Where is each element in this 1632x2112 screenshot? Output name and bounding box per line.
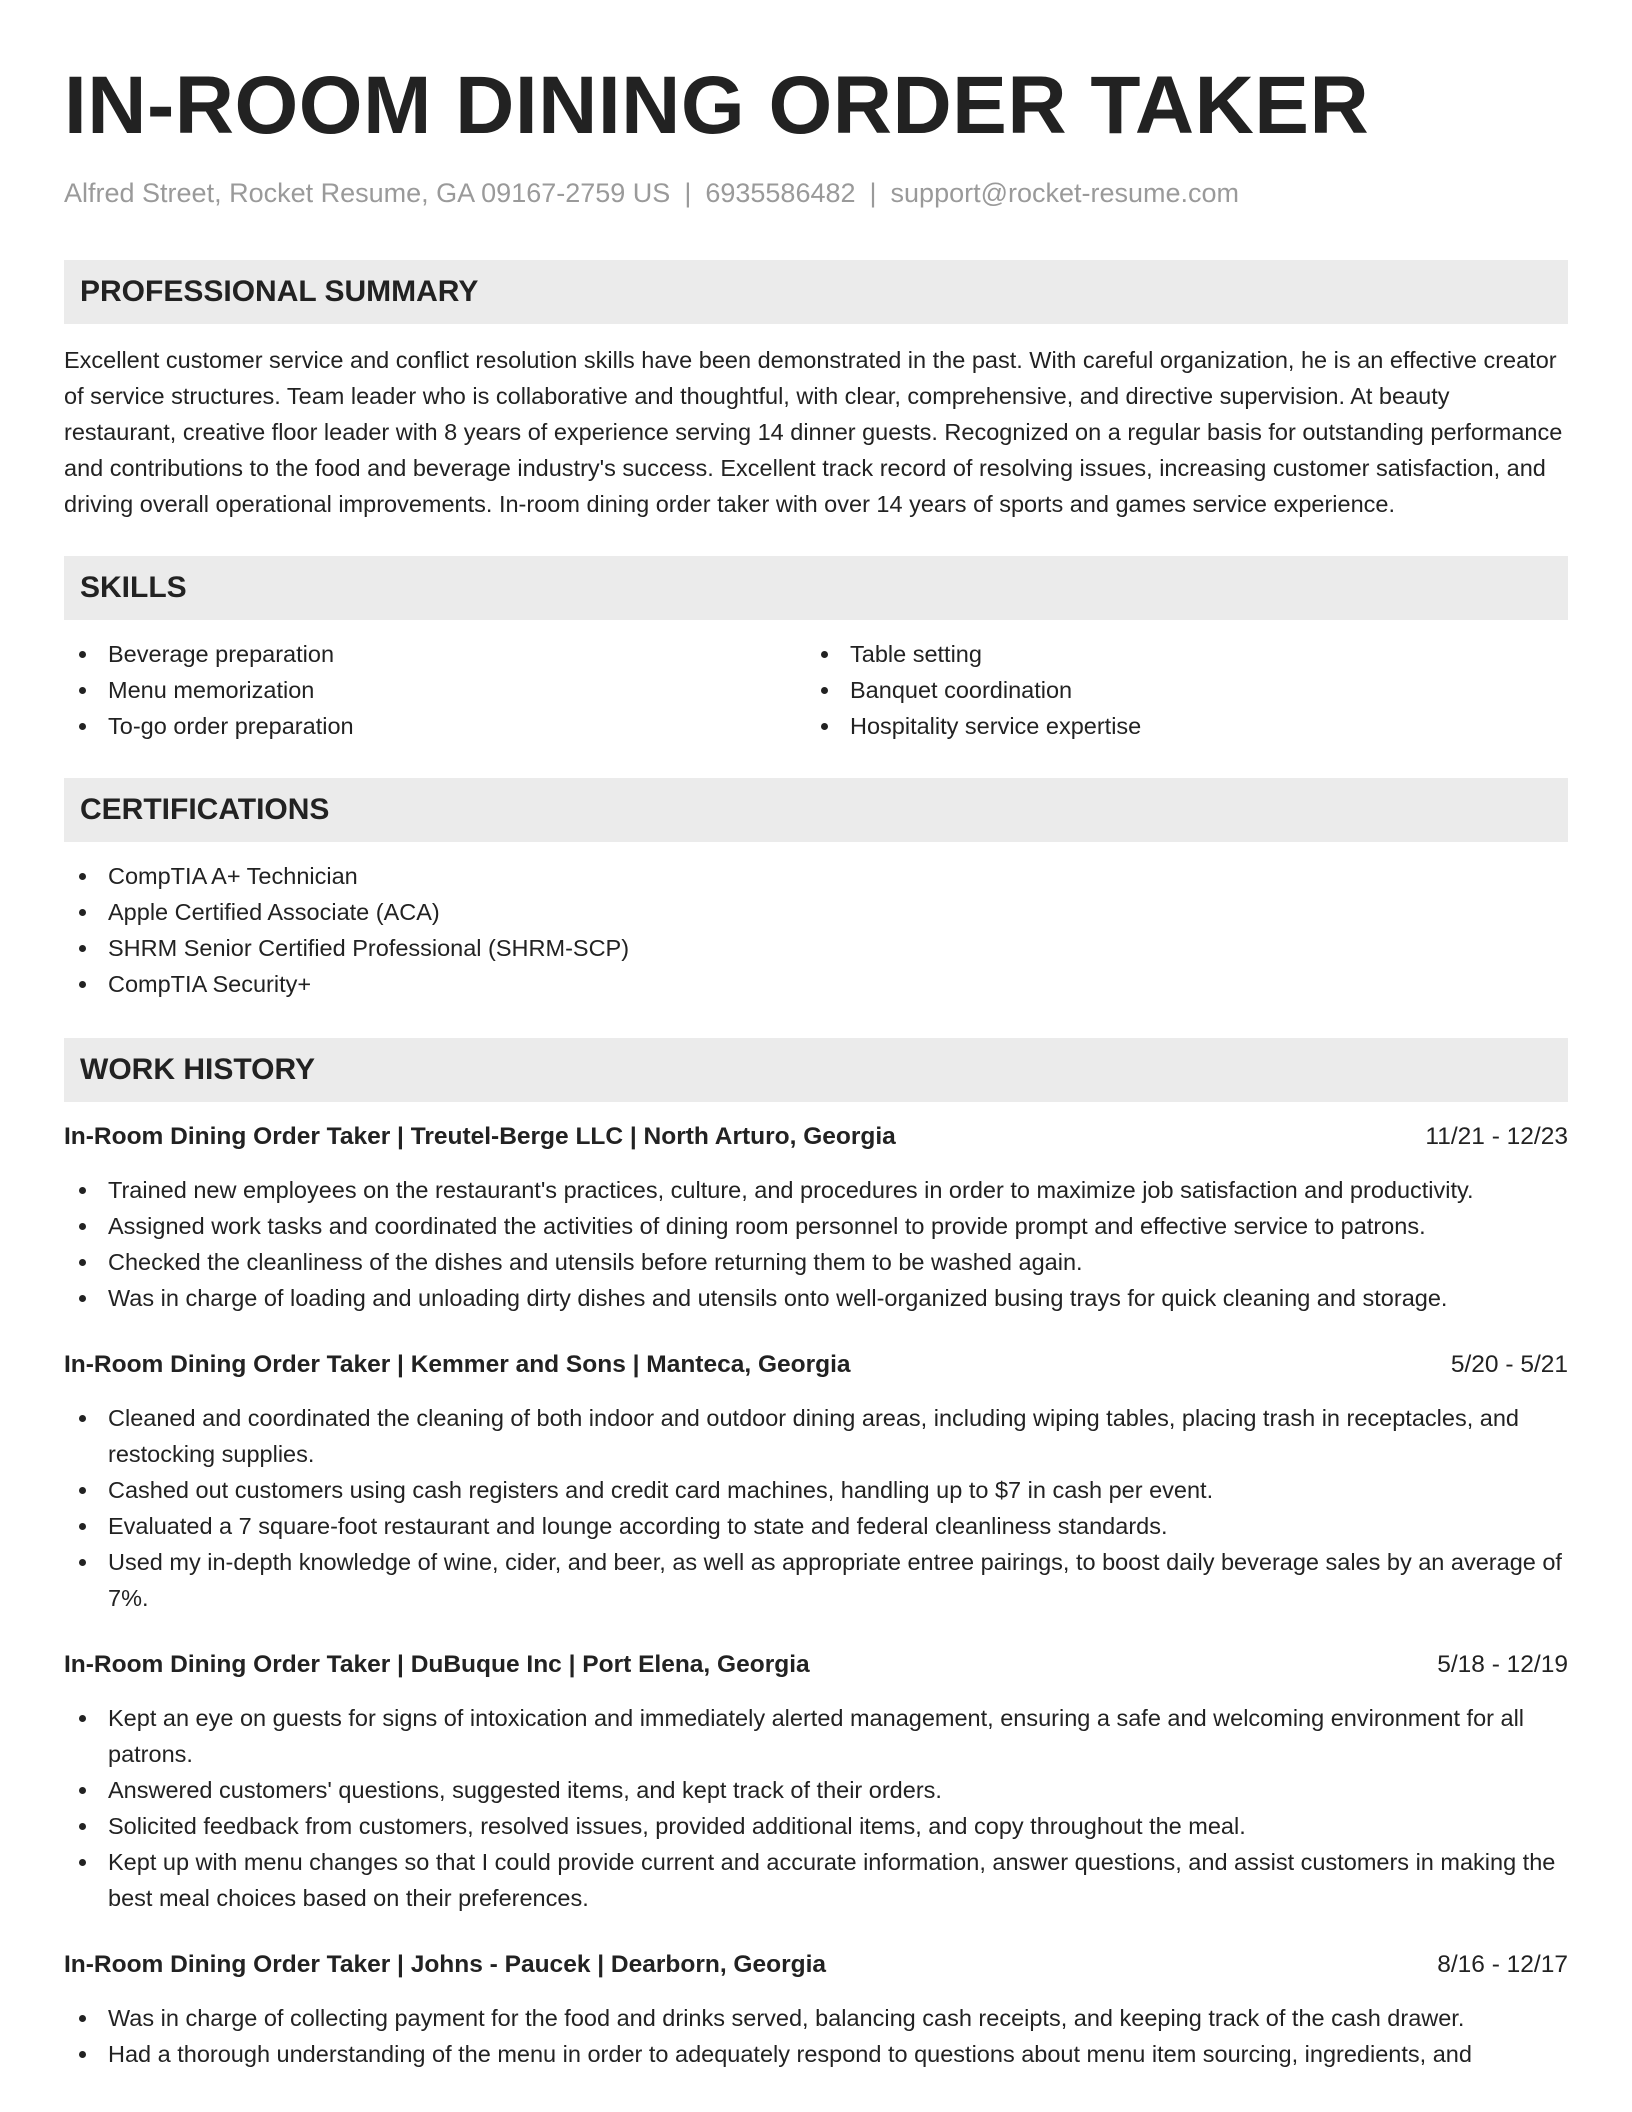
section-heading-summary: PROFESSIONAL SUMMARY xyxy=(64,260,1568,324)
skills-list-left xyxy=(64,636,806,744)
contact-phone: 6935586482 xyxy=(705,178,856,208)
job-dates: 5/18 - 12/19 xyxy=(1437,1651,1568,1678)
skill-item: Menu memorization xyxy=(64,672,806,708)
job-bullet: Was in charge of collecting payment for the food and drinks served, balancing cash receipts, and keeping track of the cash drawer. xyxy=(64,2000,1568,2036)
job-header xyxy=(64,1948,1568,1982)
job-bullet: Was in charge of loading and unloading dirty dishes and utensils onto well-organized busing trays for quick cleaning and storage. xyxy=(64,1280,1568,1316)
job-bullets xyxy=(64,1400,1568,1616)
job-bullet: Cleaned and coordinated the cleaning of both indoor and outdoor dining areas, including wiping tables, placing trash in receptacles, and restocking supplies. xyxy=(64,1400,1568,1472)
job-entry xyxy=(64,1120,1568,1316)
job-bullet: Checked the cleanliness of the dishes and utensils before returning them to be washed again. xyxy=(64,1244,1568,1280)
job-entry xyxy=(64,1348,1568,1616)
job-title: In-Room Dining Order Taker | Treutel-Berge LLC | North Arturo, Georgia xyxy=(64,1123,896,1150)
contact-separator: | xyxy=(684,178,692,208)
job-dates: 8/16 - 12/17 xyxy=(1437,1951,1568,1978)
skill-item: To-go order preparation xyxy=(64,708,806,744)
skills-list-right xyxy=(806,636,1568,744)
job-header xyxy=(64,1348,1568,1382)
section-heading-certifications: CERTIFICATIONS xyxy=(64,778,1568,842)
job-bullets xyxy=(64,2000,1568,2072)
job-bullet: Kept an eye on guests for signs of intoxication and immediately alerted management, ensuring a safe and welcoming environment for all patrons. xyxy=(64,1700,1568,1772)
resume-name: IN-ROOM DINING ORDER TAKER xyxy=(64,60,1370,151)
section-heading-skills: SKILLS xyxy=(64,556,1568,620)
job-title: In-Room Dining Order Taker | Johns - Paucek | Dearborn, Georgia xyxy=(64,1951,827,1978)
skill-item: Hospitality service expertise xyxy=(806,708,1568,744)
job-bullet: Cashed out customers using cash registers and credit card machines, handling up to $7 in cash per event. xyxy=(64,1472,1568,1508)
job-header xyxy=(64,1120,1568,1154)
job-bullet: Evaluated a 7 square-foot restaurant and lounge according to state and federal cleanliness standards. xyxy=(64,1508,1568,1544)
job-bullets xyxy=(64,1700,1568,1916)
contact-email: support@rocket-resume.com xyxy=(890,178,1240,208)
skill-item: Banquet coordination xyxy=(806,672,1568,708)
job-bullet: Assigned work tasks and coordinated the activities of dining room personnel to provide prompt and effective service to patrons. xyxy=(64,1208,1568,1244)
job-entry xyxy=(64,1948,1568,2072)
job-dates: 5/20 - 5/21 xyxy=(1450,1351,1568,1378)
certification-item: SHRM Senior Certified Professional (SHRM-SCP) xyxy=(64,930,1568,966)
job-bullet: Used my in-depth knowledge of wine, cider, and beer, as well as appropriate entree pairings, to boost daily beverage sales by an average of 7%. xyxy=(64,1544,1568,1616)
job-bullet: Trained new employees on the restaurant's practices, culture, and procedures in order to maximize job satisfaction and productivity. xyxy=(64,1172,1568,1208)
job-header xyxy=(64,1648,1568,1682)
certification-item: CompTIA A+ Technician xyxy=(64,858,1568,894)
contact-address: Alfred Street, Rocket Resume, GA 09167-2759 US xyxy=(64,178,671,208)
certification-item: Apple Certified Associate (ACA) xyxy=(64,894,1568,930)
skills-grid xyxy=(64,636,1568,744)
job-dates: 11/21 - 12/23 xyxy=(1425,1123,1568,1150)
job-bullet: Solicited feedback from customers, resolved issues, provided additional items, and copy throughout the meal. xyxy=(64,1808,1568,1844)
job-bullet: Kept up with menu changes so that I could provide current and accurate information, answer questions, and assist customers in making the best meal choices based on their preferences. xyxy=(64,1844,1568,1916)
job-title: In-Room Dining Order Taker | Kemmer and Sons | Manteca, Georgia xyxy=(64,1351,851,1378)
section-heading-work-history: WORK HISTORY xyxy=(64,1038,1568,1102)
job-entry xyxy=(64,1648,1568,1916)
job-title: In-Room Dining Order Taker | DuBuque Inc | Port Elena, Georgia xyxy=(64,1651,810,1678)
contact-separator: | xyxy=(869,178,877,208)
contact-line xyxy=(64,176,1568,210)
certifications-list xyxy=(64,858,1568,1002)
certification-item: CompTIA Security+ xyxy=(64,966,1568,1002)
skill-item: Table setting xyxy=(806,636,1568,672)
job-bullet: Had a thorough understanding of the menu in order to adequately respond to questions about menu item sourcing, ingredients, and xyxy=(64,2036,1568,2072)
summary-text: Excellent customer service and conflict resolution skills have been demonstrated in the past. With careful organization, he is an effective creator of service structures. Team leader who is collaborative and thoughtful, with clear, comprehensive, and directive supervision. At beauty restaurant, creative floor leader with 8 years of experience serving 14 dinner guests. Recognized on a regular basis for outstanding performance and contributions to the food and beverage industry's success. Excellent track record of resolving issues, increasing customer satisfaction, and driving overall operational improvements. In-room dining order taker with over 14 years of sports and games service experience. xyxy=(64,347,1563,517)
skill-item: Beverage preparation xyxy=(64,636,806,672)
job-bullet: Answered customers' questions, suggested items, and kept track of their orders. xyxy=(64,1772,1568,1808)
job-bullets xyxy=(64,1172,1568,1316)
